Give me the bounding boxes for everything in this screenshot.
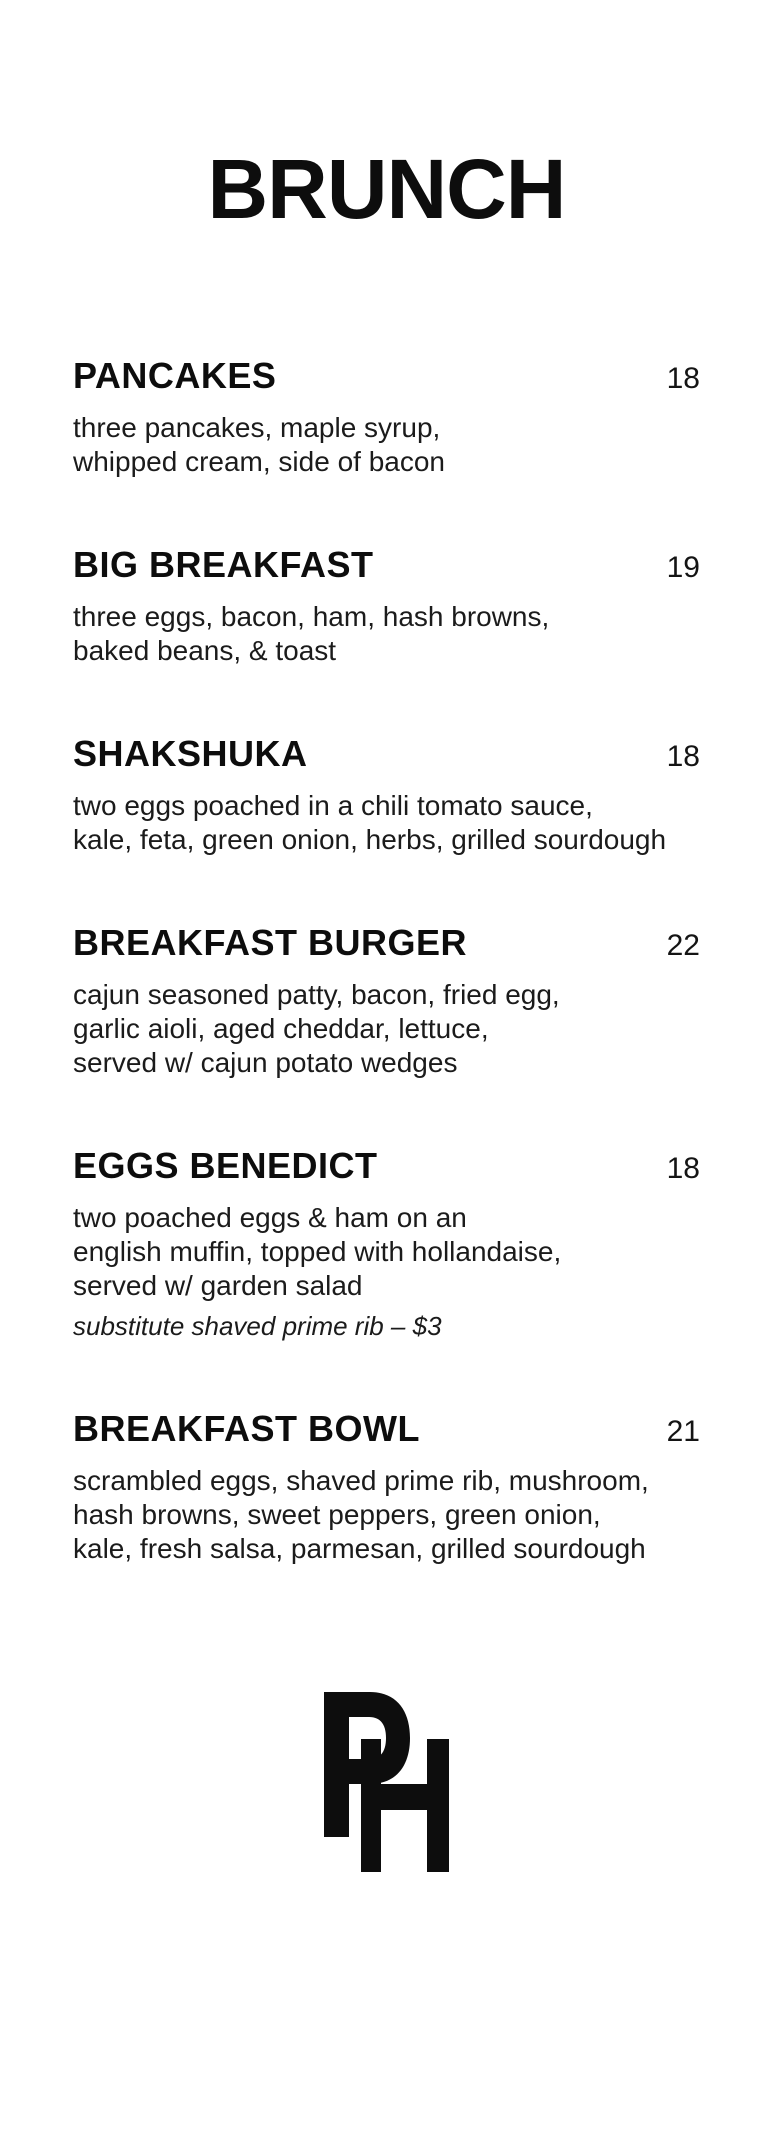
item-header (73, 544, 700, 586)
item-price: 18 (666, 740, 700, 773)
menu-page (0, 142, 773, 2147)
item-description (73, 789, 700, 857)
logo-container (73, 1692, 700, 1872)
item-description (73, 1201, 700, 1303)
item-description (73, 411, 700, 479)
item-name: PANCAKES (73, 355, 277, 396)
item-description-line: cajun seasoned patty, bacon, fried egg, (73, 979, 560, 1010)
item-description-line: two eggs poached in a chili tomato sauce, (73, 790, 593, 821)
item-price: 18 (666, 362, 700, 395)
menu-item-pancakes (73, 355, 700, 479)
item-description-line: kale, feta, green onion, herbs, grilled sourdough (73, 824, 667, 855)
menu-item-shakshuka (73, 733, 700, 857)
item-name: BREAKFAST BURGER (73, 922, 468, 963)
item-price: 22 (666, 929, 700, 962)
item-description-line: baked beans, & toast (73, 635, 337, 666)
item-description (73, 978, 700, 1080)
item-description (73, 600, 700, 668)
item-name: EGGS BENEDICT (73, 1145, 378, 1186)
ph-monogram-icon (324, 1692, 449, 1872)
item-header (73, 355, 700, 397)
item-name: BREAKFAST BOWL (73, 1408, 420, 1449)
item-price: 18 (666, 1152, 700, 1185)
item-description-line: hash browns, sweet peppers, green onion, (73, 1499, 601, 1530)
page-title: BRUNCH (207, 142, 566, 236)
item-description (73, 1464, 700, 1566)
item-description-line: two poached eggs & ham on an (73, 1202, 467, 1233)
item-description-line: scrambled eggs, shaved prime rib, mushroom, (73, 1465, 649, 1496)
item-description-line: english muffin, topped with hollandaise, (73, 1236, 562, 1267)
menu-item-big-breakfast (73, 544, 700, 668)
item-substitution-note: substitute shaved prime rib – $3 (73, 1311, 442, 1341)
item-description-line: whipped cream, side of bacon (73, 446, 445, 477)
item-description-line: three eggs, bacon, ham, hash browns, (73, 601, 550, 632)
item-header (73, 1145, 700, 1187)
item-description-line: three pancakes, maple syrup, (73, 412, 441, 443)
item-header (73, 733, 700, 775)
menu-item-eggs-benedict (73, 1145, 700, 1343)
item-price: 21 (666, 1415, 700, 1448)
item-description-line: kale, fresh salsa, parmesan, grilled sourdough (73, 1533, 646, 1564)
item-description-line: served w/ garden salad (73, 1270, 363, 1301)
menu-list (73, 355, 700, 1566)
item-name: BIG BREAKFAST (73, 544, 374, 585)
menu-item-breakfast-bowl (73, 1408, 700, 1566)
item-header (73, 922, 700, 964)
item-header (73, 1408, 700, 1450)
menu-item-breakfast-burger (73, 922, 700, 1080)
item-price: 19 (666, 551, 700, 584)
item-name: SHAKSHUKA (73, 733, 308, 774)
item-description-line: served w/ cajun potato wedges (73, 1047, 458, 1078)
item-description-line: garlic aioli, aged cheddar, lettuce, (73, 1013, 489, 1044)
